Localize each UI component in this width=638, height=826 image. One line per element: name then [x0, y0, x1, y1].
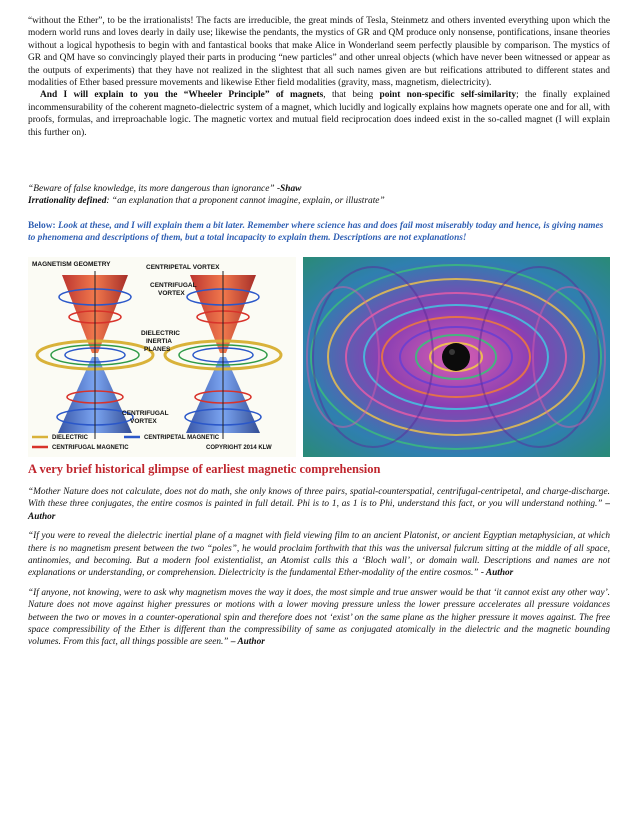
- label-centrifugal-bottom-2: VORTEX: [130, 418, 157, 425]
- quote-author: - Author: [480, 568, 514, 579]
- label-inertia: INERTIA: [146, 338, 172, 345]
- below-text: Look at these, and I will explain them a bit later. Remember where science has and does fail most miserably today and hence, is giving names to phenomena and descriptions of them, but a total incapacity to explain them. Descriptions are not explanations!: [28, 221, 604, 244]
- wheeler-mid: , that being: [323, 90, 380, 101]
- quote-author: – Author: [230, 637, 265, 648]
- copyright-label: COPYRIGHT 2014 KLW: [206, 445, 272, 451]
- legend-centrifugal: CENTRIFUGAL MAGNETIC: [52, 445, 129, 451]
- quotes-list: [28, 486, 610, 649]
- field-viewing-film-svg: [303, 257, 610, 457]
- wheeler-rest: ; the finally explained incommensurability of the coherent magneto-dielectric system of a magnet, which lucidly and logically explains how magnets operate one and for all, with proofs, formulas, and irreproachable logic. The magnetic vortex and mutual field reciprocation does indeed exist in the so-called magnet (I will explain this further on).: [28, 90, 610, 138]
- shaw-quote-text: “Beware of false knowledge, its more dangerous than ignorance”: [28, 184, 277, 194]
- section-heading: A very brief historical glimpse of earliest magnetic comprehension: [28, 462, 381, 476]
- below-note: [28, 220, 610, 245]
- below-paragraph: [28, 220, 610, 245]
- legend-dielectric: DIELECTRIC: [52, 435, 88, 441]
- shaw-quote: [28, 183, 610, 195]
- quote-dielectric-plane: [28, 530, 610, 580]
- label-centripetal-vortex: CENTRIPETAL VORTEX: [146, 264, 220, 271]
- quote-text: “If you were to reveal the dielectric inertial plane of a magnet with field viewing film to an ancient Platonist, or ancient Egyptian metaphysician, at which there is no magnetism present between the two “poles”, he would proclaim forthwith that this was the universal fulcrum sitting at the middle of all space, antinomies, and becoming. But a modern fool existentialist, an Atomist calls this a ‘Bloch wall’, or domain wall. Descriptions and names are not explanations or understanding, or comprehension. Dielectricity is the fundamental Ether-modality of the entire cosmos.”: [28, 531, 610, 579]
- label-centrifugal-vortex-2: VORTEX: [158, 290, 185, 297]
- figures-row: [28, 257, 610, 457]
- irrationality-definition: [28, 195, 610, 207]
- label-planes: PLANES: [144, 346, 171, 353]
- quotes-top: [28, 183, 610, 208]
- label-centrifugal-vortex-1: CENTRIFUGAL: [150, 282, 197, 289]
- wheeler-paragraph: [28, 89, 610, 139]
- label-centrifugal-bottom-1: CENTRIFUGAL: [122, 410, 169, 417]
- label-dielectric: DIELECTRIC: [141, 330, 180, 337]
- quote-mother-nature: [28, 486, 610, 523]
- self-similarity-bold: point non-specific self-similarity: [379, 90, 517, 101]
- wheeler-principle-bold: And I will explain to you the “Wheeler Principle” of magnets: [40, 90, 324, 101]
- irrationality-text: : “an explanation that a proponent cannot imagine, explain, or illustrate”: [106, 196, 385, 207]
- diagram-title: MAGNETISM GEOMETRY: [32, 261, 111, 268]
- magnetic-field-photo: [303, 257, 610, 457]
- irrationality-label: Irrationality defined: [28, 196, 107, 207]
- history-heading-section: [28, 462, 610, 477]
- quote-text: “If anyone, not knowing, were to ask why magnetism moves the way it does, the most simple and true answer would be that ‘it cannot exist any other way’. Nature does not move against higher pressures or motions with a lower moving pressure unless the lower pressure accelerates all pressure voidances between the two or moves in a counter-operational spin and therefore does not ‘exist’ on the same plane as the higher pressure it moves against. The free space compressibility of the Ether is different than the compressibility of same as conjugated atomically in the dielectric and the magnetic bounding volumes. From this fact, all things possible are seen.”: [28, 587, 610, 648]
- below-label: Below:: [28, 221, 58, 231]
- legend-centripetal: CENTRIPETAL MAGNETIC: [144, 435, 220, 441]
- quote-why-magnetism: [28, 587, 610, 649]
- intro-section: [28, 15, 610, 139]
- magnet-sphere: [442, 343, 470, 371]
- shaw-author: -Shaw: [276, 184, 302, 194]
- quote-text: “Mother Nature does not calculate, does not do math, she only knows of three pairs, spatial-counterspatial, centrifugal-centripetal, and charge-discharge. With these three conjugates, the entire cosmos is painted in full detail. Phi is to 1, as 1 is to Phi, understand this fact, or you will understand nothing.”: [28, 487, 610, 510]
- magnetism-geometry-svg: [28, 257, 296, 457]
- quote-author: – Author: [28, 499, 610, 522]
- intro-paragraph: “without the Ether”, to be the irrationalists! The facts are irreducible, the great minds of Tesla, Steinmetz and others invented everything upon which the modern world runs and loves dearly in daily use; likewise the pendants, the mystics of GR and QM produce only nonsense, pontifications, insane theories without a logical hypothesis to begin with and fantastical books that make Alice in Wonderland seem perfectly plausible by comparison. The mystics of GR and QM have so convincingly played their parts in producing “new particles” and other unreal objects (which have never been witnessed or appear as the outputs of experiments) that they have not realized in the slightest that all such names given are but reifications attributed to different states and modalities of Ether based pressure movements and likewise Ether field modalities (gravity, mass, magnetism, dielectricity).: [28, 16, 610, 89]
- magnetism-geometry-diagram: [28, 257, 296, 457]
